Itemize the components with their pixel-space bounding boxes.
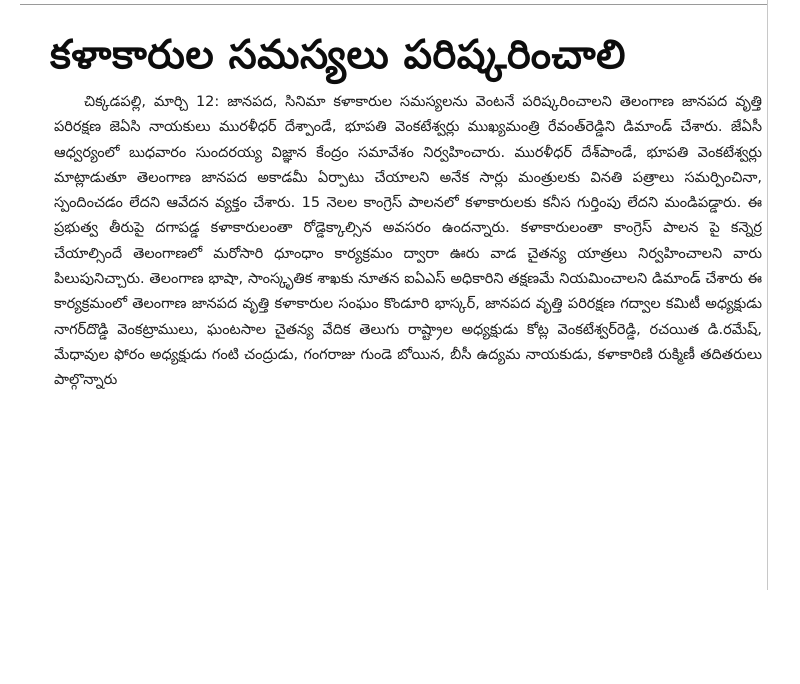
top-rule <box>20 4 768 5</box>
right-edge-rule <box>767 0 768 590</box>
news-clipping <box>20 0 768 600</box>
article-body: చిక్కడపల్లి, మార్చి 12: జానపద, సినిమా కళాకారుల సమస్యలను వెంటనే పరిష్కరించాలని తెలంగాణ జానపద వృత్తి పరిరక్షణ జెఏసి నాయకులు మురళీధర్ దేశ్పాండే, భూపతి వెంకటేశ్వర్లు ముఖ్యమంత్రి రేవంత్‌రెడ్డిని డిమాండ్ చేశారు. జేఏసీ ఆధ్వర్యంలో బుధవారం సుందరయ్య విజ్ఞాన కేంద్రం సమావేశం నిర్వహించారు. మురళీధర్ దేశ్‌పాండే, భూపతి వెంకటేశ్వర్లు మాట్లాడుతూ తెలంగాణ జానపద అకాడమీ ఏర్పాటు చేయాలని అనేక సార్లు మంత్రులకు వినతి పత్రాలు సమర్పించినా, స్పందించడం లేదని ఆవేదన వ్యక్తం చేశారు. 15 నెలల కాంగ్రెస్ పాలనలో కళాకారులకు కనీస గుర్తింపు లేదని మండిపడ్డారు. ఈ ప్రభుత్వ తీరుపై దగాపడ్డ కళాకారులంతా రోడ్డెక్కాల్సిన అవసరం ఉందన్నారు. కళాకారులంతా కాంగ్రెస్ పాలన పై కన్నెర్ర చేయాల్సిందే తెలంగాణలో మరోసారి ధూంధాం కార్యక్రమం ద్వారా ఊరు వాడ చైతన్య యాత్రలు నిర్వహించాలని వారు పిలుపునిచ్చారు. తెలంగాణ భాషా, సాంస్కృతిక శాఖకు నూతన ఐఏఎస్ అధికారిని తక్షణమే నియమించాలని డిమాండ్ చేశారు ఈ కార్యక్రమంలో తెలంగాణ జానపద వృత్తి కళాకారుల సంఘం కొండూరి భాస్కర్, జానపద వృత్తి పరిరక్షణ గద్వాల కమిటీ అధ్యక్షుడు నాగర్‌దొడ్డి వెంకట్రాములు, ఘంటసాల చైతన్య వేదిక తెలుగు రాష్ట్రాల అధ్యక్షుడు కోట్ల వెంకటేశ్వర్‌రెడ్డి, రచయిత డి.రమేష్, మేధావుల ఫోరం అధ్యక్షుడు గంటి చంద్రుడు, గంగరాజు గుండె బోయిన, బీసీ ఉద్యమ నాయకుడు, కళాకారిణి రుక్మిణీ తదితరులు పాల్గొన్నారు <box>54 94 762 389</box>
headline: కళాకారుల సమస్యలు పరిష్కరించాలి <box>50 32 626 78</box>
